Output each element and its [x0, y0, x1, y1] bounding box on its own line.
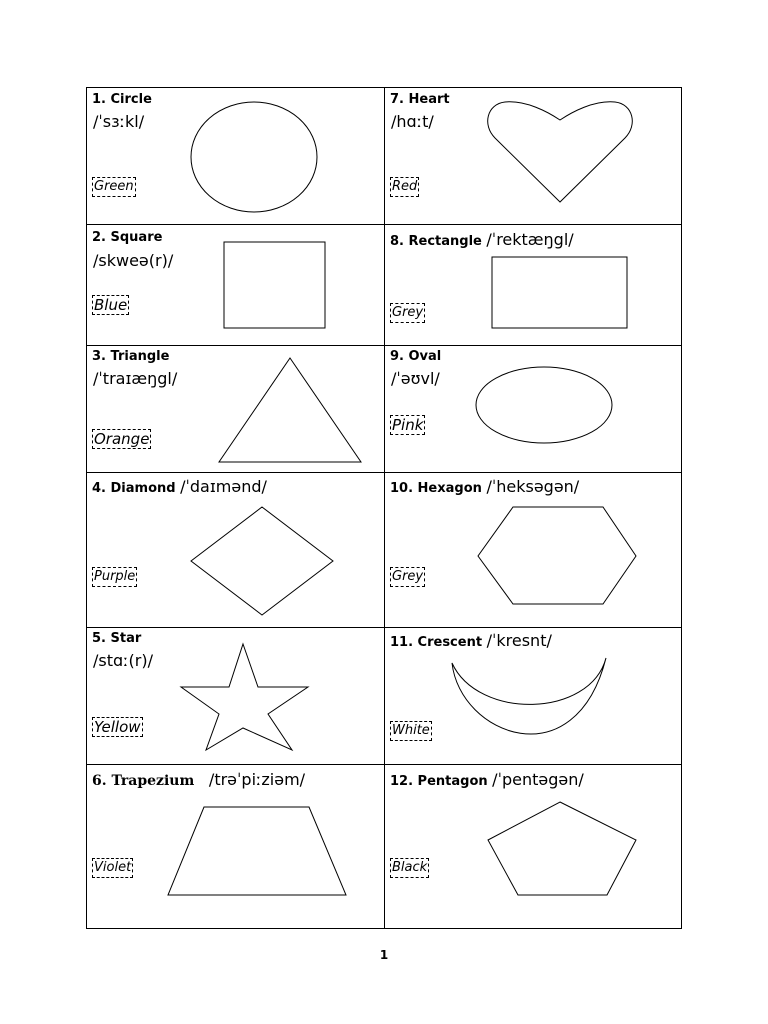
color-label-rectangle: Grey	[390, 303, 425, 323]
color-label-pentagon: Black	[390, 858, 429, 878]
color-label-hexagon: Grey	[390, 567, 425, 587]
card-title-oval: 9. Oval	[390, 349, 442, 364]
page-number: 1	[379, 948, 389, 962]
card-title-circle: 1. Circle	[92, 92, 152, 107]
ipa-star: /stɑː(r)/	[93, 651, 153, 670]
color-label-heart: Red	[390, 177, 419, 197]
card-title-heart: 7. Heart	[390, 92, 450, 107]
ipa-diamond: /ˈdaɪmənd/	[180, 477, 267, 496]
card-title-square: 2. Square	[92, 230, 163, 245]
title-pentagon: 12. Pentagon	[390, 774, 488, 789]
color-label-diamond: Purple	[92, 567, 137, 587]
color-label-star: Yellow	[94, 718, 141, 736]
color-label-crescent: White	[390, 721, 432, 741]
card-title-star: 5. Star	[92, 631, 142, 646]
ipa-oval: /ˈəʊvl/	[391, 369, 440, 388]
ipa-rectangle: /ˈrektæŋgl/	[486, 230, 574, 249]
ipa-crescent: /ˈkresnt/	[486, 631, 552, 650]
ipa-trapezium: /trəˈpiːziəm/	[208, 770, 306, 789]
ipa-triangle: /ˈtraɪæŋgl/	[93, 369, 178, 388]
color-label-trapezium: Violet	[92, 858, 133, 878]
title-hexagon: 10. Hexagon	[390, 481, 482, 496]
ipa-square: /skweə(r)/	[93, 251, 174, 270]
color-label-square: Blue	[94, 296, 128, 314]
color-label-circle: Green	[92, 177, 136, 197]
title-diamond: 4. Diamond	[92, 481, 176, 496]
color-label-oval: Pink	[392, 416, 424, 434]
title-crescent: 11. Crescent	[390, 635, 483, 650]
ipa-heart: /hɑːt/	[391, 112, 434, 131]
ipa-pentagon: /ˈpentəgən/	[492, 770, 584, 789]
ipa-circle: /ˈsɜːkl/	[93, 112, 145, 131]
title-rectangle: 8. Rectangle	[390, 234, 482, 249]
card-title-triangle: 3. Triangle	[92, 349, 170, 364]
ipa-hexagon: /ˈheksəgən/	[486, 477, 580, 496]
color-label-triangle: Orange	[94, 430, 150, 448]
title-trapezium: 6. Trapezium	[92, 773, 195, 789]
